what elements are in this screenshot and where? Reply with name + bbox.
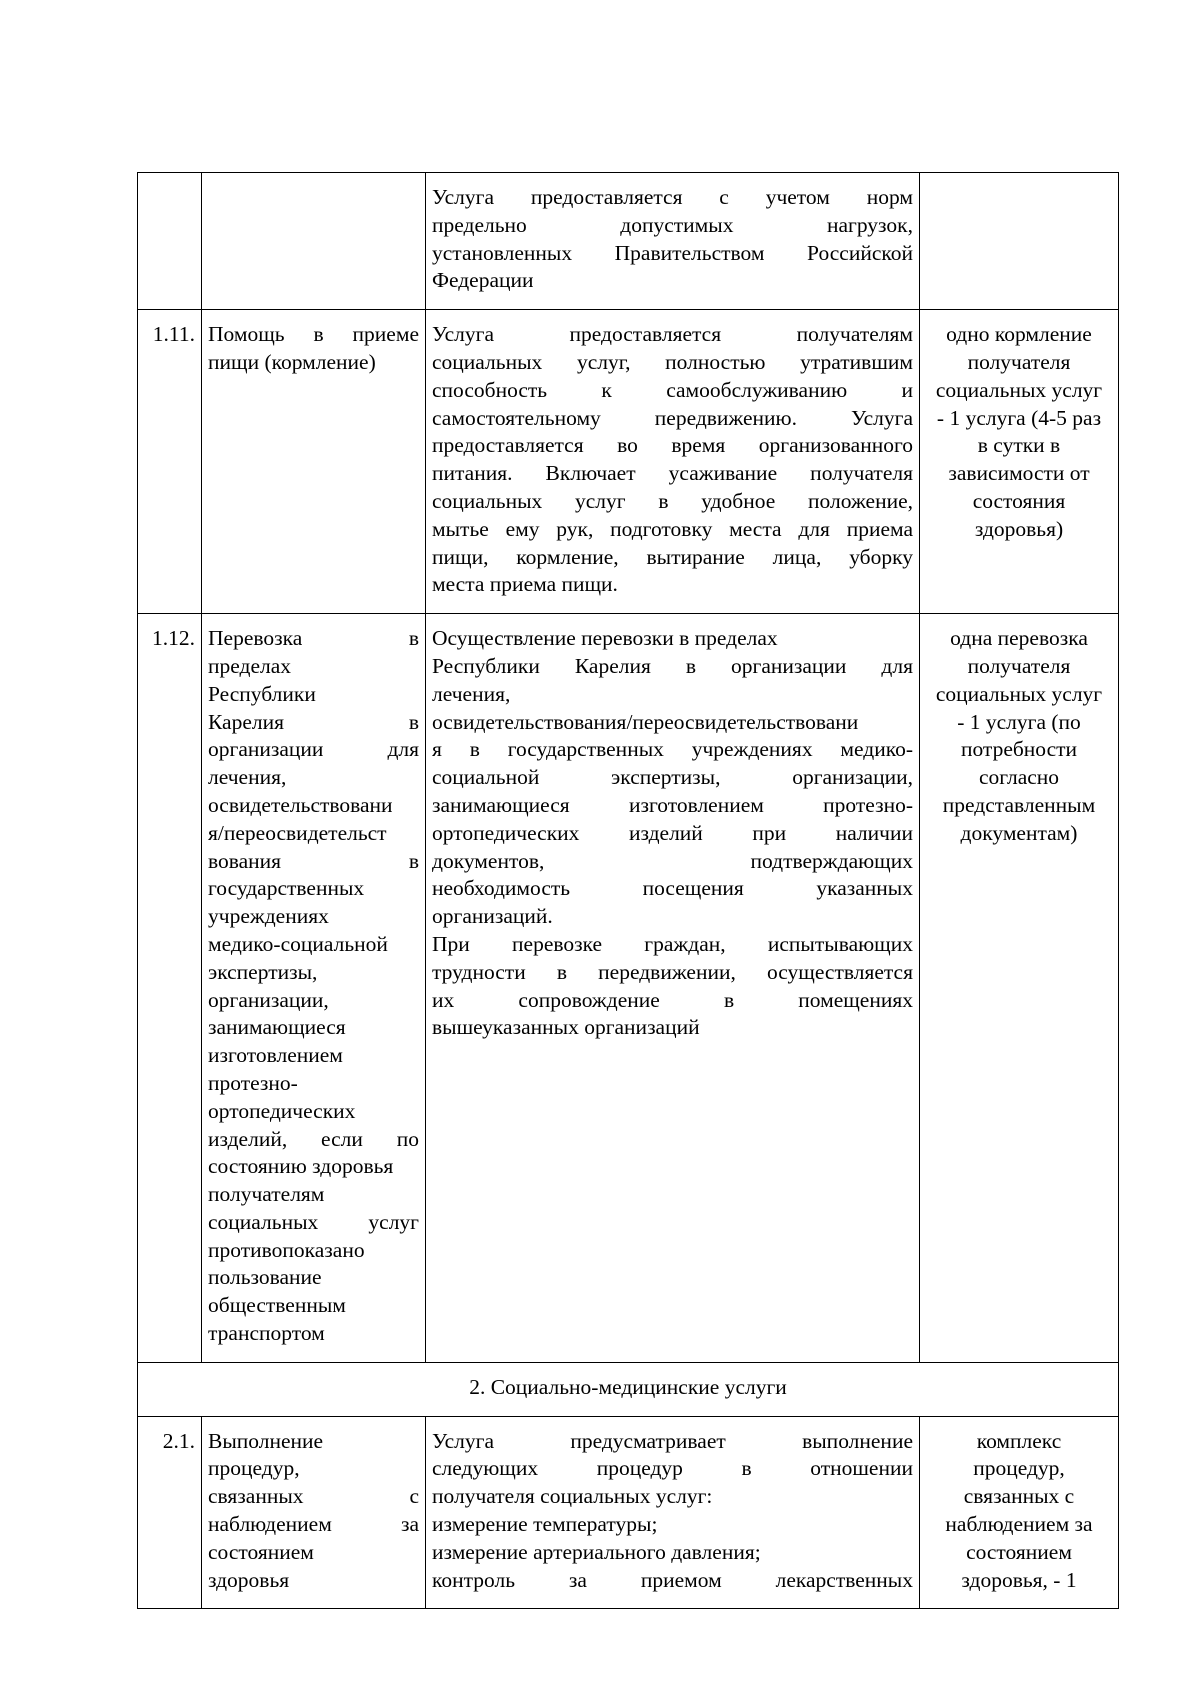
service-norm [920,310,1119,614]
text-line: трудности в передвижении, осуществляется [432,959,913,984]
text-line: Осуществление перевозки в пределах [432,626,778,651]
text-line: организации, [208,987,329,1012]
text-line: предельно допустимых нагрузок, [432,212,913,237]
text-line: Республики [208,681,316,706]
norm-line: представленным [942,792,1096,817]
section-header-row [138,1362,1119,1416]
text-line: места приема пищи. [432,572,618,597]
text-line: экспертизы, [208,959,318,984]
table-row [138,614,1119,1363]
text-line: здоровья [208,1567,290,1592]
text-line: общественным [208,1293,346,1318]
text-line: измерение артериального давления; [432,1539,761,1564]
text-line: Услуга предоставляется получателям [432,322,913,347]
text-line: пределах [208,653,292,678]
text-line: измерение температуры; [432,1512,658,1537]
text-line: получателя социальных услуг: [432,1484,713,1509]
text-line: протезно- [208,1070,298,1095]
norm-line: комплекс [976,1428,1062,1453]
text-line: При перевозке граждан, испытывающих [432,931,913,956]
row-number: 1.11. [138,310,202,614]
text-line: Перевозка в [208,626,419,651]
text-line: документов, подтверждающих [432,848,913,873]
service-name [202,310,426,614]
text-line: следующих процедур в отношении [432,1456,913,1481]
text-line: освидетельствования/переосвидетельствовани [432,709,859,734]
norm-line: связанных с [963,1484,1075,1509]
table-row [138,1416,1119,1609]
service-norm [920,614,1119,1363]
text-line: вышеуказанных организаций [432,1015,700,1040]
text-line: Выполнение [208,1428,324,1453]
text-line: способность к самообслуживанию и [432,377,913,402]
norm-line: одно кормление [946,322,1092,347]
text-line: занимающиеся [208,1015,346,1040]
text-line: пищи, кормление, вытирание лица, уборку [432,544,913,569]
text-line: Федерации [432,268,534,293]
text-line: состоянию здоровья [208,1154,394,1179]
row-number: 2.1. [138,1416,202,1609]
text-line: изготовлением [208,1043,343,1068]
service-norm [920,173,1119,310]
section-title: 2. Социально-медицинские услуги [138,1362,1119,1416]
text-line: учреждениях [208,904,329,929]
text-line: питания. Включает усаживание получателя [432,461,913,486]
text-line: социальной экспертизы, организации, [432,765,913,790]
text-line: лечения, [208,765,287,790]
text-line: социальных услуг [208,1209,419,1234]
text-line: изделий, если по [208,1126,419,1151]
text-line: ортопедических изделий при наличии [432,820,913,845]
text-line: медико-социальной [208,931,388,956]
text-line: пользование [208,1265,322,1290]
text-line: противопоказано [208,1237,365,1262]
service-name [202,173,426,310]
text-line: мытье ему рук, подготовку места для приема [432,516,913,541]
row-number: 1.12. [138,614,202,1363]
service-description [426,173,920,310]
norm-line: состоянием [966,1539,1072,1564]
service-description [426,310,920,614]
text-line: предоставляется во время организованного [432,433,913,458]
text-line: вования в [208,848,419,873]
text-line: наблюдением за [208,1512,419,1537]
norm-line: получателя [967,653,1071,678]
text-line: организации для [208,737,419,762]
text-line: пищи (кормление) [208,349,376,374]
text-line: Услуга предусматривает выполнение [432,1428,913,1453]
document-page [137,172,1118,1609]
text-line: контроль за приемом лекарственных [432,1567,913,1592]
text-line: самостоятельному передвижению. Услуга [432,405,913,430]
text-line: получателям [208,1182,325,1207]
norm-line: получателя [967,349,1071,374]
services-table [137,172,1119,1609]
text-line: установленных Правительством Российской [432,240,913,265]
text-line: состоянием [208,1539,314,1564]
text-line: я/переосвидетельст [208,820,387,845]
norm-line: в сутки в [977,433,1061,458]
service-name [202,614,426,1363]
service-name [202,1416,426,1609]
row-number [138,173,202,310]
norm-line: согласно [978,765,1060,790]
norm-line: здоровья, - 1 [961,1567,1077,1592]
text-line: Помощь в приеме [208,322,419,347]
norm-line: социальных услуг [935,377,1103,402]
text-line: их сопровождение в помещениях [432,987,913,1012]
text-line: я в государственных учреждениях медико- [432,737,913,762]
norm-line: потребности [960,737,1078,762]
text-line: социальных услуг, полностью утратившим [432,349,913,374]
norm-line: - 1 услуга (по [957,709,1081,734]
norm-line: состояния [972,488,1066,513]
norm-line: социальных услуг [935,681,1103,706]
norm-line: одна перевозка [950,626,1088,651]
text-line: освидетельствовани [208,792,393,817]
text-line: транспортом [208,1321,325,1346]
text-line: необходимость посещения указанных [432,876,913,901]
norm-line: зависимости от [948,461,1090,486]
norm-line: наблюдением за [945,1512,1093,1537]
text-line: Карелия в [208,709,419,734]
text-line: ортопедических [208,1098,356,1123]
text-line: организаций. [432,904,553,929]
norm-line: здоровья) [974,516,1064,541]
text-line: процедур, [208,1456,300,1481]
table-row [138,310,1119,614]
service-description [426,1416,920,1609]
norm-line: документам) [960,820,1078,845]
norm-line: процедур, [973,1456,1065,1481]
norm-line: - 1 услуга (4-5 раз [936,405,1102,430]
text-line: Услуга предоставляется с учетом норм [432,185,913,209]
text-line: государственных [208,876,365,901]
service-description [426,614,920,1363]
text-line: занимающиеся изготовлением протезно- [432,792,913,817]
table-row [138,173,1119,310]
service-norm [920,1416,1119,1609]
text-line: социальных услуг в удобное положение, [432,488,913,513]
text-line: лечения, [432,681,511,706]
text-line: связанных с [208,1484,419,1509]
text-line: Республики Карелия в организации для [432,653,913,678]
